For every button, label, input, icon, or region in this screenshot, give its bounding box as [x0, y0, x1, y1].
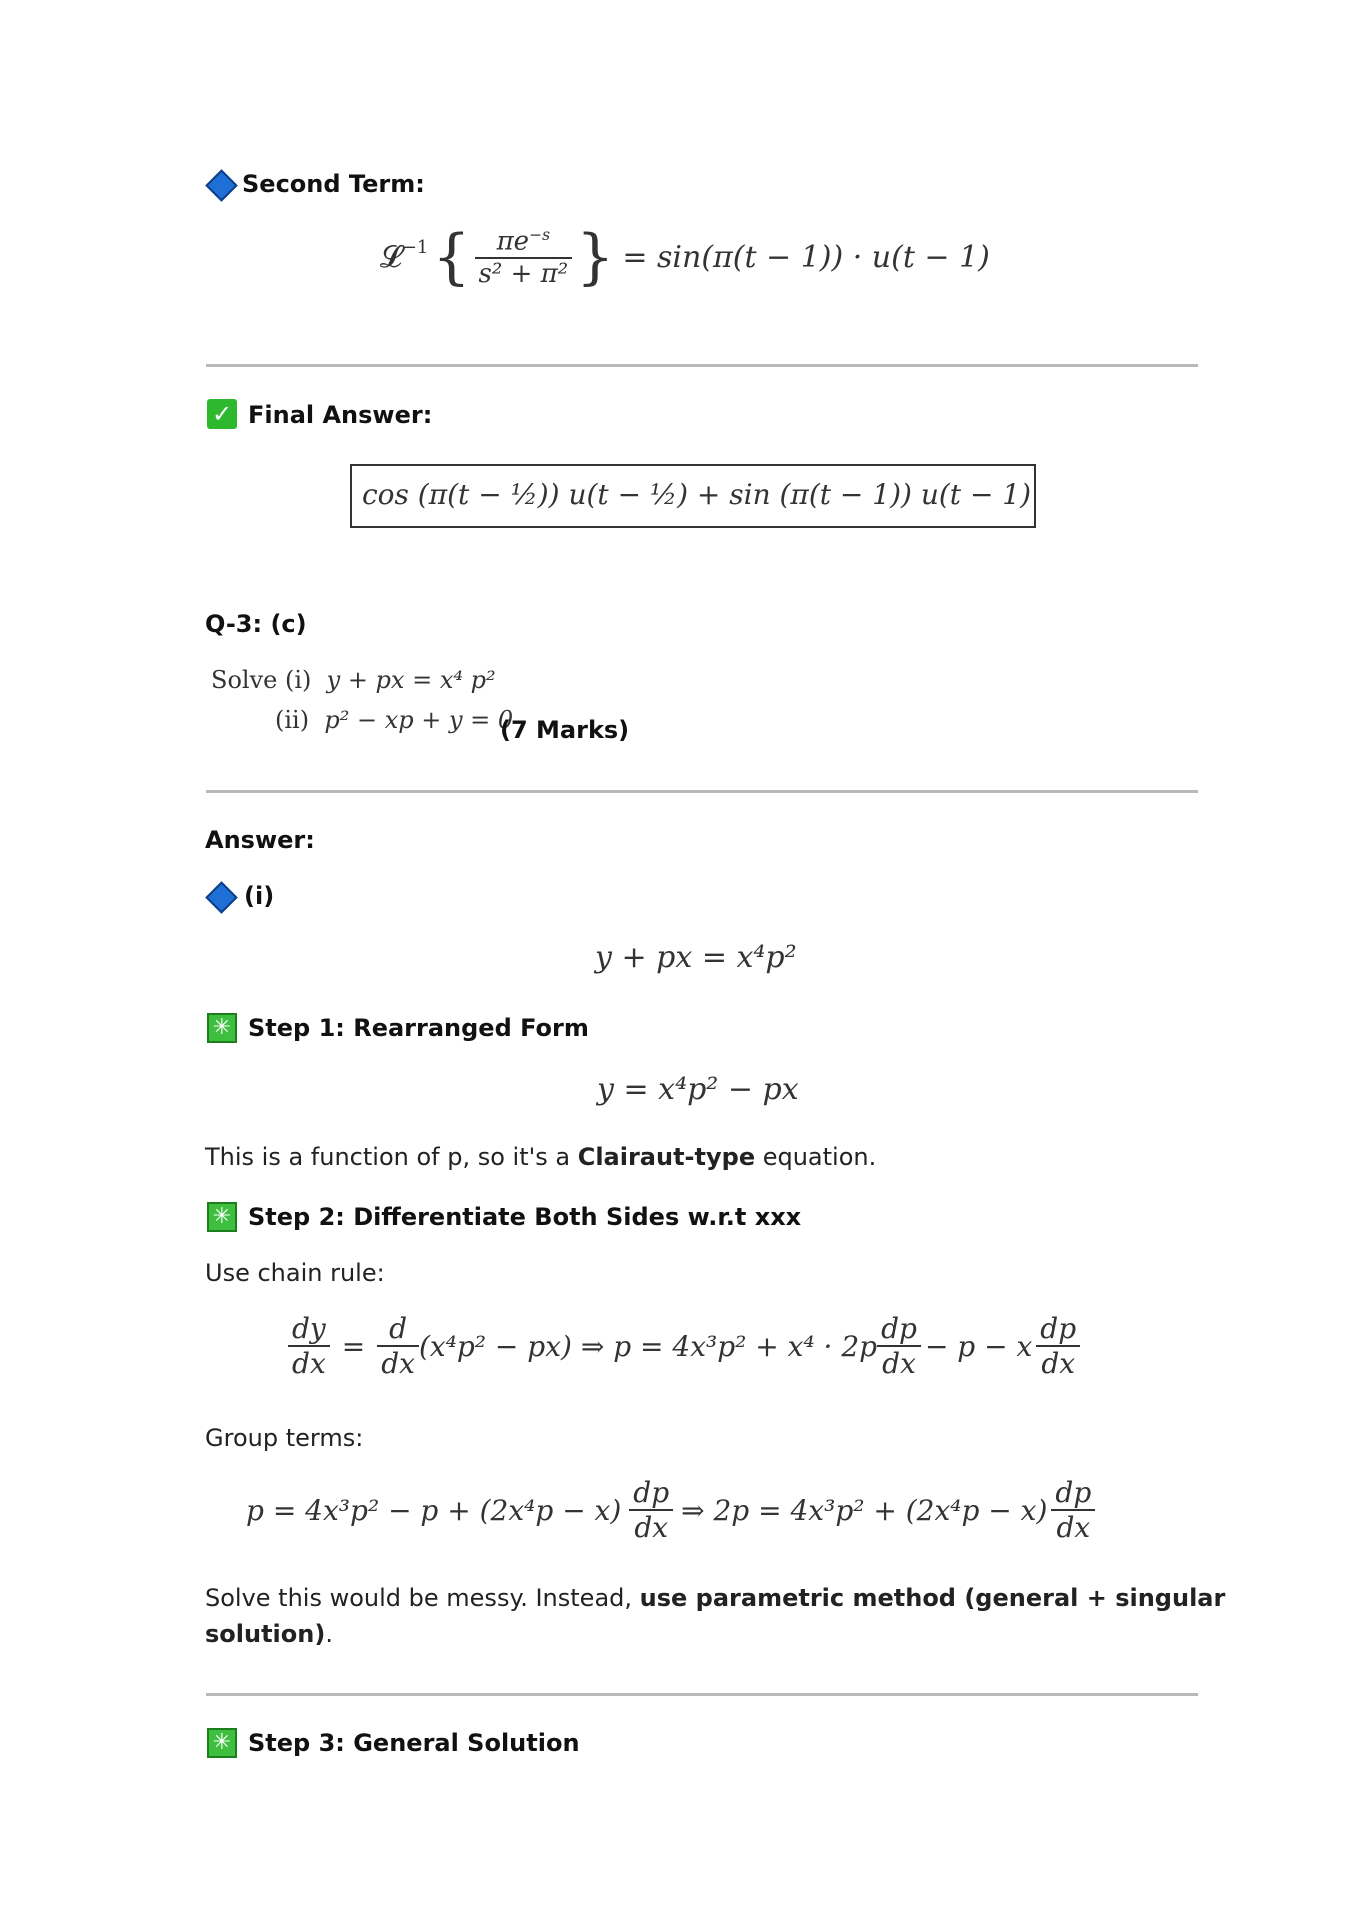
green-asterisk-icon: ✳	[207, 1202, 237, 1232]
second-term-rhs: = sin(π(t − 1)) · u(t − 1)	[622, 239, 990, 275]
step1-note-prefix: This is a function of p, so it's a	[205, 1143, 578, 1171]
blue-diamond-icon	[205, 881, 238, 914]
conclusion-line-2	[205, 1620, 333, 1648]
divider	[206, 364, 1198, 367]
solve-label: Solve (i)	[211, 666, 312, 694]
inverse-superscript: −1	[401, 236, 429, 258]
question-equation-i: y + px = x⁴ p²	[326, 666, 496, 694]
step2-heading: Step 2: Differentiate Both Sides w.r.t xxx	[248, 1203, 802, 1231]
group-terms-equation	[246, 1476, 1095, 1544]
second-term-fraction	[475, 226, 573, 289]
close-brace: }	[576, 222, 615, 293]
given-equation: y + px = x⁴p²	[595, 940, 797, 975]
chain-rule-equation	[288, 1312, 1080, 1380]
question-equation-ii: p² − xp + y = 0	[324, 706, 514, 734]
green-asterisk-icon: ✳	[207, 1013, 237, 1043]
divider	[206, 1693, 1198, 1696]
dy-dx-fraction: $\frac{dy}{dx}$	[288, 1312, 330, 1380]
group-right: ⇒ 2p = 4x³p² + (2x⁴p − x)	[681, 1493, 1048, 1527]
green-check-icon: ✓	[207, 399, 237, 429]
dp-dx-fraction: $\frac{dp}{dx}$	[629, 1476, 673, 1544]
chain-rule-tail: − p − x	[924, 1329, 1033, 1363]
conclusion-line-1	[205, 1584, 1225, 1612]
group-left: p = 4x³p² − p + (2x⁴p − x)	[246, 1493, 622, 1527]
conclusion-suffix: .	[325, 1620, 333, 1648]
marks-label: (7 Marks)	[500, 716, 630, 744]
blue-diamond-icon	[205, 169, 238, 202]
dp-dx-fraction: $\frac{dp}{dx}$	[877, 1312, 921, 1380]
part-i-label: (i)	[244, 882, 275, 910]
conclusion-bold-2: solution)	[205, 1620, 326, 1648]
second-term-heading: Second Term:	[242, 170, 425, 198]
step1-note	[205, 1143, 876, 1171]
second-term-equation	[380, 222, 990, 293]
chain-rule-label: Use chain rule:	[205, 1259, 385, 1287]
step1-note-suffix: equation.	[755, 1143, 877, 1171]
question-part-i	[211, 666, 496, 694]
laplace-symbol: 𝓛	[380, 239, 402, 275]
d-dx-fraction: $\frac{d}{dx}$	[377, 1312, 419, 1380]
group-terms-label: Group terms:	[205, 1424, 364, 1452]
open-brace: {	[432, 222, 471, 293]
final-answer-expression: cos (π(t − ½)) u(t − ½) + sin (π(t − 1)) u(t − 1)	[362, 478, 1032, 511]
step1-note-bold: Clairaut-type	[577, 1143, 756, 1171]
green-asterisk-icon: ✳	[207, 1728, 237, 1758]
question-label: Q-3: (c)	[205, 610, 307, 638]
numerator-exponent: −s	[529, 226, 551, 244]
part-ii-label: (ii)	[275, 706, 310, 734]
step1-equation: y = x⁴p² − px	[597, 1072, 799, 1107]
divider	[206, 790, 1198, 793]
numerator: πe	[496, 226, 530, 257]
final-answer-heading: Final Answer:	[248, 401, 433, 429]
final-answer-box	[350, 464, 1036, 528]
equals-sign: =	[341, 1329, 366, 1363]
denominator: s² + π²	[478, 258, 569, 289]
dp-dx-fraction: $\frac{dp}{dx}$	[1036, 1312, 1080, 1380]
chain-rule-middle: (x⁴p² − px) ⇒ p = 4x³p² + x⁴ · 2p	[418, 1329, 878, 1363]
answer-label: Answer:	[205, 826, 315, 854]
dp-dx-fraction: $\frac{dp}{dx}$	[1051, 1476, 1095, 1544]
question-part-ii	[275, 706, 513, 734]
step3-heading: Step 3: General Solution	[248, 1729, 580, 1757]
conclusion-prefix: Solve this would be messy. Instead,	[205, 1584, 640, 1612]
conclusion-bold: use parametric method (general + singular	[639, 1584, 1226, 1612]
step1-heading: Step 1: Rearranged Form	[248, 1014, 589, 1042]
